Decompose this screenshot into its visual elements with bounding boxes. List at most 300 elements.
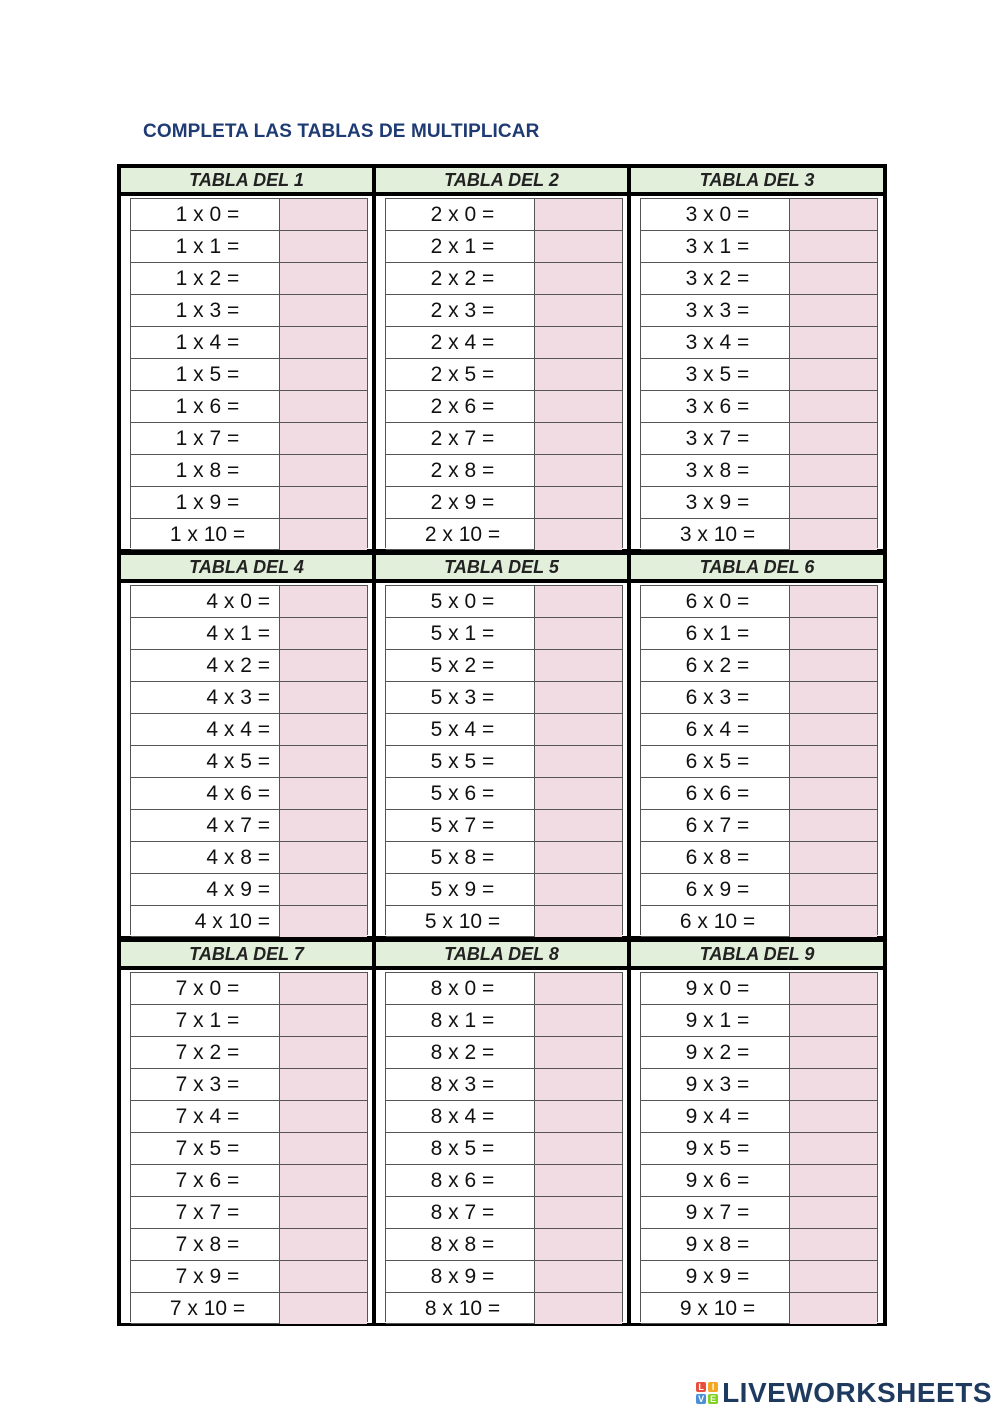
table-row (131, 326, 367, 358)
table-row (131, 1164, 367, 1196)
table-row (386, 777, 622, 809)
answer-field[interactable] (534, 487, 622, 518)
multiplication-expression: 9 x 4 = (685, 1104, 750, 1128)
table-row (386, 230, 622, 262)
table-body-6 (631, 583, 883, 936)
answer-field[interactable] (279, 455, 367, 486)
answer-field[interactable] (534, 682, 622, 713)
table-row (386, 841, 622, 873)
answer-field[interactable] (789, 455, 877, 486)
table-row (641, 262, 877, 294)
multiplication-expression: 2 x 3 = (430, 298, 495, 322)
multiplication-expression: 1 x 5 = (175, 362, 240, 386)
table-rows (640, 972, 878, 1322)
multiplication-expression: 7 x 10 = (169, 1296, 246, 1320)
table-row (131, 358, 367, 390)
table-row (386, 1292, 622, 1324)
multiplication-expression: 7 x 4 = (175, 1104, 240, 1128)
table-row (386, 745, 622, 777)
multiplication-expression: 2 x 6 = (430, 394, 495, 418)
multiplication-expression: 3 x 0 = (685, 202, 750, 226)
table-row (131, 972, 367, 1004)
multiplication-expression: 3 x 3 = (685, 298, 750, 322)
table-body-3 (631, 196, 883, 549)
answer-field[interactable] (534, 874, 622, 905)
answer-field[interactable] (279, 1037, 367, 1068)
multiplication-expression: 3 x 4 = (685, 330, 750, 354)
table-row (641, 777, 877, 809)
multiplication-expression: 2 x 5 = (430, 362, 495, 386)
answer-field[interactable] (789, 874, 877, 905)
table-row (386, 905, 622, 937)
answer-field[interactable] (789, 973, 877, 1004)
multiplication-expression: 3 x 8 = (685, 458, 750, 482)
multiplication-expression: 8 x 7 = (430, 1200, 495, 1224)
answer-field[interactable] (279, 1229, 367, 1260)
answer-field[interactable] (789, 714, 877, 745)
answer-field[interactable] (789, 842, 877, 873)
multiplication-expression: 6 x 2 = (685, 653, 750, 677)
multiplication-expression: 1 x 10 = (169, 522, 246, 546)
table-header-2: TABLA DEL 2 (376, 168, 627, 192)
table-row (131, 1196, 367, 1228)
multiplication-expression: 4 x 10 = (194, 909, 270, 933)
answer-field[interactable] (789, 778, 877, 809)
table-row (641, 809, 877, 841)
answer-field[interactable] (534, 714, 622, 745)
table-row (386, 1100, 622, 1132)
table-row (131, 422, 367, 454)
multiplication-expression: 7 x 5 = (175, 1136, 240, 1160)
answer-field[interactable] (789, 682, 877, 713)
table-row (641, 486, 877, 518)
table-header-7: TABLA DEL 7 (121, 942, 372, 966)
multiplication-expression: 3 x 7 = (685, 426, 750, 450)
answer-field[interactable] (279, 618, 367, 649)
answer-field[interactable] (534, 1229, 622, 1260)
answer-field[interactable] (279, 1133, 367, 1164)
multiplication-expression: 9 x 8 = (685, 1232, 750, 1256)
table-row (641, 905, 877, 937)
answer-field[interactable] (534, 1133, 622, 1164)
table-row (641, 617, 877, 649)
table-rows (385, 585, 623, 935)
answer-field[interactable] (279, 778, 367, 809)
table-row (386, 713, 622, 745)
table-row (131, 1228, 367, 1260)
table-row (386, 358, 622, 390)
multiplication-expression: 4 x 7 = (206, 813, 270, 837)
multiplication-tables-grid (117, 164, 887, 1326)
multiplication-expression: 1 x 2 = (175, 266, 240, 290)
answer-field[interactable] (534, 1069, 622, 1100)
table-rows (130, 972, 368, 1322)
multiplication-expression: 1 x 3 = (175, 298, 240, 322)
multiplication-expression: 9 x 3 = (685, 1072, 750, 1096)
table-row (131, 1036, 367, 1068)
answer-field[interactable] (789, 423, 877, 454)
answer-field[interactable] (279, 487, 367, 518)
table-body-4 (121, 583, 372, 936)
table-header-3: TABLA DEL 3 (631, 168, 883, 192)
liveworksheets-logo (696, 1375, 992, 1411)
answer-field[interactable] (789, 1197, 877, 1228)
table-row (131, 1292, 367, 1324)
multiplication-expression: 9 x 2 = (685, 1040, 750, 1064)
answer-field[interactable] (279, 1261, 367, 1292)
answer-field[interactable] (279, 1165, 367, 1196)
multiplication-expression: 8 x 2 = (430, 1040, 495, 1064)
multiplication-expression: 3 x 10 = (679, 522, 756, 546)
answer-field[interactable] (534, 586, 622, 617)
multiplication-expression: 5 x 10 = (424, 909, 501, 933)
answer-field[interactable] (789, 391, 877, 422)
multiplication-expression: 6 x 10 = (679, 909, 756, 933)
table-header-6: TABLA DEL 6 (631, 555, 883, 579)
answer-field[interactable] (789, 1261, 877, 1292)
table-row (131, 681, 367, 713)
answer-field[interactable] (279, 874, 367, 905)
multiplication-expression: 6 x 3 = (685, 685, 750, 709)
multiplication-expression: 9 x 10 = (679, 1296, 756, 1320)
multiplication-expression: 2 x 0 = (430, 202, 495, 226)
multiplication-expression: 4 x 8 = (206, 845, 270, 869)
table-body-7 (121, 970, 372, 1323)
multiplication-expression: 3 x 1 = (685, 234, 750, 258)
table-row (641, 585, 877, 617)
answer-field[interactable] (279, 650, 367, 681)
answer-field[interactable] (534, 359, 622, 390)
table-row (641, 1164, 877, 1196)
table-row (131, 1132, 367, 1164)
multiplication-expression: 8 x 3 = (430, 1072, 495, 1096)
table-row (131, 905, 367, 937)
table-row (641, 1132, 877, 1164)
multiplication-expression: 5 x 9 = (430, 877, 495, 901)
multiplication-expression: 9 x 0 = (685, 976, 750, 1000)
table-row (386, 1196, 622, 1228)
logo-mark-icon (696, 1382, 718, 1404)
multiplication-expression: 6 x 4 = (685, 717, 750, 741)
multiplication-expression: 8 x 0 = (430, 976, 495, 1000)
multiplication-expression: 7 x 9 = (175, 1264, 240, 1288)
table-row (131, 617, 367, 649)
answer-field[interactable] (789, 199, 877, 230)
answer-field[interactable] (279, 842, 367, 873)
table-body-8 (376, 970, 627, 1323)
table-rows (640, 585, 878, 935)
answer-field[interactable] (534, 1037, 622, 1068)
multiplication-expression: 3 x 6 = (685, 394, 750, 418)
multiplication-expression: 9 x 7 = (685, 1200, 750, 1224)
table-row (386, 649, 622, 681)
answer-field[interactable] (789, 810, 877, 841)
table-row (641, 1068, 877, 1100)
answer-field[interactable] (279, 327, 367, 358)
answer-field[interactable] (789, 1101, 877, 1132)
table-row (386, 809, 622, 841)
answer-field[interactable] (789, 519, 877, 550)
multiplication-expression: 4 x 1 = (206, 621, 270, 645)
answer-field[interactable] (279, 1197, 367, 1228)
answer-field[interactable] (534, 778, 622, 809)
answer-field[interactable] (789, 618, 877, 649)
answer-field[interactable] (534, 810, 622, 841)
multiplication-expression: 7 x 0 = (175, 976, 240, 1000)
answer-field[interactable] (279, 810, 367, 841)
table-row (131, 585, 367, 617)
answer-field[interactable] (534, 423, 622, 454)
answer-field[interactable] (534, 746, 622, 777)
multiplication-expression: 7 x 7 = (175, 1200, 240, 1224)
table-row (641, 713, 877, 745)
table-header-4: TABLA DEL 4 (121, 555, 372, 579)
answer-field[interactable] (279, 199, 367, 230)
table-row (131, 198, 367, 230)
answer-field[interactable] (534, 455, 622, 486)
table-body-1 (121, 196, 372, 549)
answer-field[interactable] (789, 231, 877, 262)
multiplication-expression: 5 x 1 = (430, 621, 495, 645)
table-row (386, 390, 622, 422)
answer-field[interactable] (534, 1197, 622, 1228)
multiplication-expression: 5 x 8 = (430, 845, 495, 869)
multiplication-expression: 9 x 5 = (685, 1136, 750, 1160)
multiplication-expression: 6 x 7 = (685, 813, 750, 837)
answer-field[interactable] (789, 746, 877, 777)
table-row (641, 972, 877, 1004)
table-row (386, 1132, 622, 1164)
table-row (386, 681, 622, 713)
logo-mark-letter: E (710, 1394, 717, 1404)
multiplication-expression: 7 x 3 = (175, 1072, 240, 1096)
answer-field[interactable] (789, 1133, 877, 1164)
table-row (131, 486, 367, 518)
multiplication-expression: 6 x 6 = (685, 781, 750, 805)
answer-field[interactable] (279, 586, 367, 617)
answer-field[interactable] (279, 682, 367, 713)
multiplication-expression: 7 x 1 = (175, 1008, 240, 1032)
table-row (131, 1100, 367, 1132)
table-rows (130, 198, 368, 548)
answer-field[interactable] (789, 586, 877, 617)
table-row (386, 422, 622, 454)
table-rows (130, 585, 368, 935)
answer-field[interactable] (534, 906, 622, 937)
table-row (386, 585, 622, 617)
table-section-middle (117, 551, 887, 937)
table-header-9: TABLA DEL 9 (631, 942, 883, 966)
answer-field[interactable] (279, 1069, 367, 1100)
table-row (641, 1196, 877, 1228)
answer-field[interactable] (789, 263, 877, 294)
table-row (641, 841, 877, 873)
table-row (386, 1260, 622, 1292)
table-row (641, 681, 877, 713)
table-row (386, 454, 622, 486)
answer-field[interactable] (789, 1293, 877, 1324)
answer-field[interactable] (279, 906, 367, 937)
multiplication-expression: 8 x 9 = (430, 1264, 495, 1288)
answer-field[interactable] (279, 263, 367, 294)
table-row (131, 841, 367, 873)
multiplication-expression: 2 x 9 = (430, 490, 495, 514)
answer-field[interactable] (534, 391, 622, 422)
multiplication-expression: 2 x 10 = (424, 522, 501, 546)
multiplication-expression: 6 x 9 = (685, 877, 750, 901)
answer-field[interactable] (789, 327, 877, 358)
table-row (386, 1228, 622, 1260)
table-row (641, 1100, 877, 1132)
multiplication-expression: 8 x 8 = (430, 1232, 495, 1256)
answer-field[interactable] (534, 327, 622, 358)
answer-field[interactable] (279, 714, 367, 745)
table-row (131, 745, 367, 777)
multiplication-expression: 8 x 5 = (430, 1136, 495, 1160)
answer-field[interactable] (534, 1261, 622, 1292)
table-row (131, 390, 367, 422)
multiplication-expression: 8 x 10 = (424, 1296, 501, 1320)
multiplication-expression: 4 x 4 = (206, 717, 270, 741)
answer-field[interactable] (279, 973, 367, 1004)
multiplication-expression: 9 x 6 = (685, 1168, 750, 1192)
table-section-bottom (117, 938, 887, 1324)
logo-mark-letter: L (696, 1382, 706, 1392)
answer-field[interactable] (789, 487, 877, 518)
table-row (386, 1068, 622, 1100)
answer-field[interactable] (534, 973, 622, 1004)
table-rows (640, 198, 878, 548)
answer-field[interactable] (279, 746, 367, 777)
multiplication-expression: 6 x 1 = (685, 621, 750, 645)
answer-field[interactable] (789, 359, 877, 390)
answer-field[interactable] (279, 1293, 367, 1324)
table-row (131, 873, 367, 905)
answer-field[interactable] (534, 519, 622, 550)
answer-field[interactable] (789, 1005, 877, 1036)
multiplication-expression: 6 x 0 = (685, 589, 750, 613)
answer-field[interactable] (789, 1069, 877, 1100)
page-title: COMPLETA LAS TABLAS DE MULTIPLICAR (143, 121, 540, 142)
table-row (386, 873, 622, 905)
table-row (131, 294, 367, 326)
table-row (641, 390, 877, 422)
table-row (641, 326, 877, 358)
table-row (386, 262, 622, 294)
table-row (641, 1260, 877, 1292)
answer-field[interactable] (279, 231, 367, 262)
answer-field[interactable] (279, 1101, 367, 1132)
answer-field[interactable] (534, 650, 622, 681)
answer-field[interactable] (534, 295, 622, 326)
logo-mark-letter: I (708, 1382, 718, 1392)
answer-field[interactable] (789, 1229, 877, 1260)
answer-field[interactable] (789, 650, 877, 681)
table-body-9 (631, 970, 883, 1323)
answer-field[interactable] (534, 199, 622, 230)
multiplication-expression: 8 x 4 = (430, 1104, 495, 1128)
table-row (131, 1068, 367, 1100)
multiplication-expression: 5 x 0 = (430, 589, 495, 613)
table-row (641, 358, 877, 390)
multiplication-expression: 8 x 1 = (430, 1008, 495, 1032)
table-row (386, 486, 622, 518)
multiplication-expression: 7 x 6 = (175, 1168, 240, 1192)
answer-field[interactable] (789, 295, 877, 326)
table-row (131, 777, 367, 809)
table-row (386, 294, 622, 326)
table-row (386, 1036, 622, 1068)
answer-field[interactable] (279, 391, 367, 422)
multiplication-expression: 9 x 9 = (685, 1264, 750, 1288)
multiplication-expression: 1 x 4 = (175, 330, 240, 354)
table-row (386, 1004, 622, 1036)
multiplication-expression: 5 x 3 = (430, 685, 495, 709)
multiplication-expression: 2 x 1 = (430, 234, 495, 258)
logo-text: LIVEWORKSHEETS (722, 1377, 992, 1408)
table-row (131, 454, 367, 486)
answer-field[interactable] (534, 1005, 622, 1036)
multiplication-expression: 4 x 5 = (206, 749, 270, 773)
table-rows (385, 198, 623, 548)
answer-field[interactable] (534, 1101, 622, 1132)
answer-field[interactable] (534, 1293, 622, 1324)
table-rows (385, 972, 623, 1322)
table-row (641, 745, 877, 777)
multiplication-expression: 6 x 8 = (685, 845, 750, 869)
answer-field[interactable] (534, 618, 622, 649)
table-row (131, 1260, 367, 1292)
multiplication-expression: 5 x 6 = (430, 781, 495, 805)
multiplication-expression: 1 x 0 = (175, 202, 240, 226)
answer-field[interactable] (789, 1165, 877, 1196)
table-row (386, 518, 622, 550)
answer-field[interactable] (534, 231, 622, 262)
table-row (131, 262, 367, 294)
table-row (386, 198, 622, 230)
table-row (131, 809, 367, 841)
table-row (131, 649, 367, 681)
table-row (641, 873, 877, 905)
answer-field[interactable] (534, 1165, 622, 1196)
table-row (386, 972, 622, 1004)
multiplication-expression: 7 x 2 = (175, 1040, 240, 1064)
answer-field[interactable] (279, 1005, 367, 1036)
table-row (641, 1292, 877, 1324)
table-body-5 (376, 583, 627, 936)
table-row (641, 454, 877, 486)
multiplication-expression: 4 x 0 = (206, 589, 270, 613)
answer-field[interactable] (279, 423, 367, 454)
table-row (641, 230, 877, 262)
answer-field[interactable] (789, 906, 877, 937)
multiplication-expression: 1 x 6 = (175, 394, 240, 418)
answer-field[interactable] (279, 519, 367, 550)
table-row (386, 1164, 622, 1196)
multiplication-expression: 6 x 5 = (685, 749, 750, 773)
multiplication-expression: 3 x 5 = (685, 362, 750, 386)
table-row (131, 518, 367, 550)
table-row (641, 422, 877, 454)
answer-field[interactable] (279, 359, 367, 390)
answer-field[interactable] (534, 842, 622, 873)
multiplication-expression: 5 x 5 = (430, 749, 495, 773)
multiplication-expression: 4 x 2 = (206, 653, 270, 677)
answer-field[interactable] (279, 295, 367, 326)
table-row (641, 198, 877, 230)
answer-field[interactable] (789, 1037, 877, 1068)
answer-field[interactable] (534, 263, 622, 294)
